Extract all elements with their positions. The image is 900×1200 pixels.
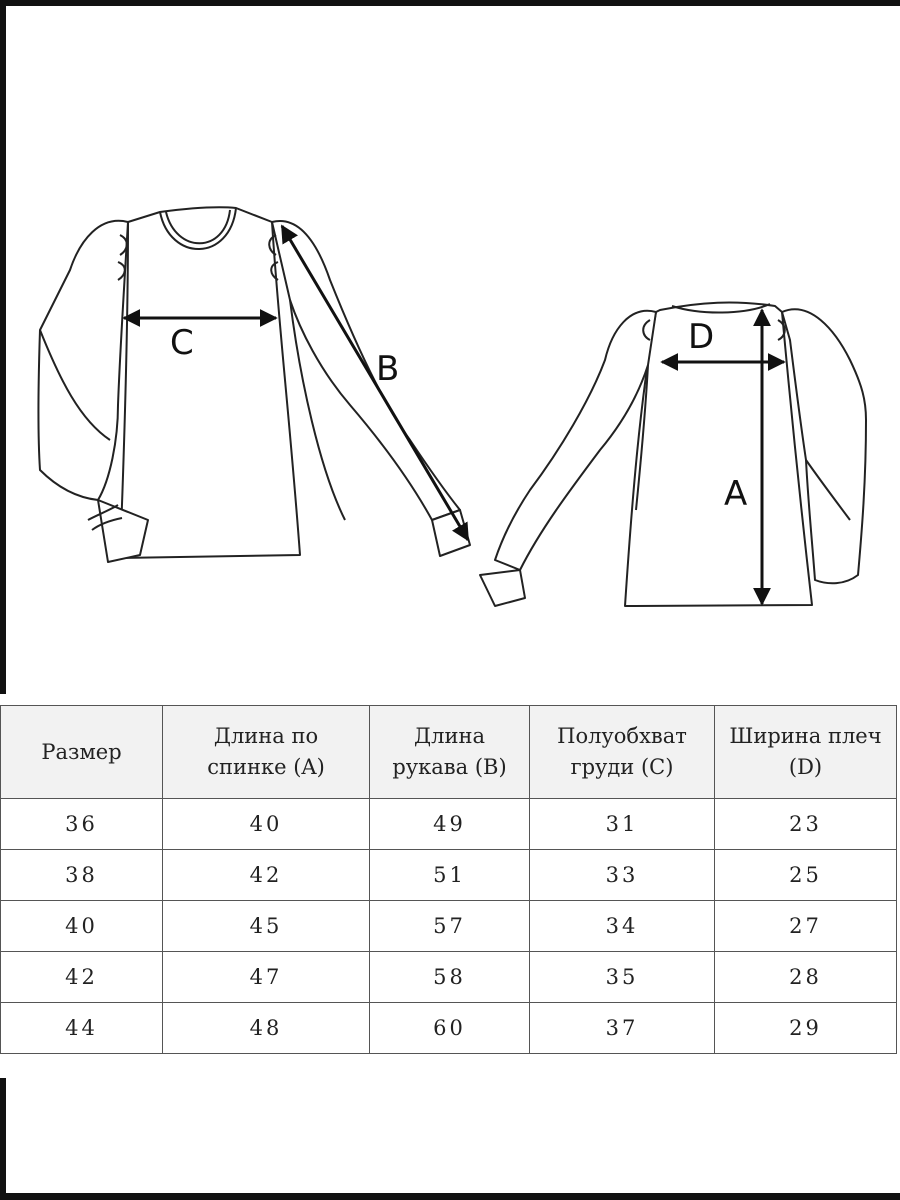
cell-shoulder-width: 29: [715, 1003, 897, 1054]
blouse-back-drawing: [480, 303, 866, 606]
header-shoulder-width: Ширина плеч (D): [715, 706, 897, 799]
header-size: Размер: [1, 706, 163, 799]
cell-back-length: 48: [163, 1003, 370, 1054]
frame-left-border-bottom: [0, 1078, 6, 1200]
cell-back-length: 47: [163, 952, 370, 1003]
cell-size: 44: [1, 1003, 163, 1054]
cell-sleeve-length: 58: [370, 952, 530, 1003]
header-half-chest: Полуобхват груди (C): [530, 706, 715, 799]
cell-sleeve-length: 49: [370, 799, 530, 850]
table-row: [1, 799, 897, 850]
cell-shoulder-width: 23: [715, 799, 897, 850]
garment-measurement-diagram: [0, 190, 900, 620]
table-row: [1, 901, 897, 952]
cell-shoulder-width: 25: [715, 850, 897, 901]
blouse-front-drawing: [39, 207, 471, 562]
cell-shoulder-width: 27: [715, 901, 897, 952]
cell-size: 36: [1, 799, 163, 850]
header-back-length: Длина по спинке (A): [163, 706, 370, 799]
cell-sleeve-length: 60: [370, 1003, 530, 1054]
cell-sleeve-length: 57: [370, 901, 530, 952]
table-header-row: [1, 706, 897, 799]
cell-half-chest: 37: [530, 1003, 715, 1054]
label-c: C: [170, 323, 194, 363]
cell-size: 38: [1, 850, 163, 901]
frame-bottom-border: [0, 1193, 900, 1200]
table-row: [1, 850, 897, 901]
cell-size: 40: [1, 901, 163, 952]
label-a: A: [724, 474, 748, 514]
label-b: B: [376, 349, 400, 389]
cell-half-chest: 31: [530, 799, 715, 850]
cell-sleeve-length: 51: [370, 850, 530, 901]
size-table: [0, 705, 897, 1054]
cell-half-chest: 34: [530, 901, 715, 952]
table-row: [1, 1003, 897, 1054]
cell-size: 42: [1, 952, 163, 1003]
cell-shoulder-width: 28: [715, 952, 897, 1003]
sleeve-length-arrow: [282, 226, 468, 540]
frame-top-border: [0, 0, 900, 6]
cell-half-chest: 33: [530, 850, 715, 901]
label-d: D: [688, 317, 715, 357]
cell-back-length: 40: [163, 799, 370, 850]
cell-back-length: 42: [163, 850, 370, 901]
header-sleeve-length: Длина рукава (B): [370, 706, 530, 799]
cell-back-length: 45: [163, 901, 370, 952]
cell-half-chest: 35: [530, 952, 715, 1003]
table-row: [1, 952, 897, 1003]
